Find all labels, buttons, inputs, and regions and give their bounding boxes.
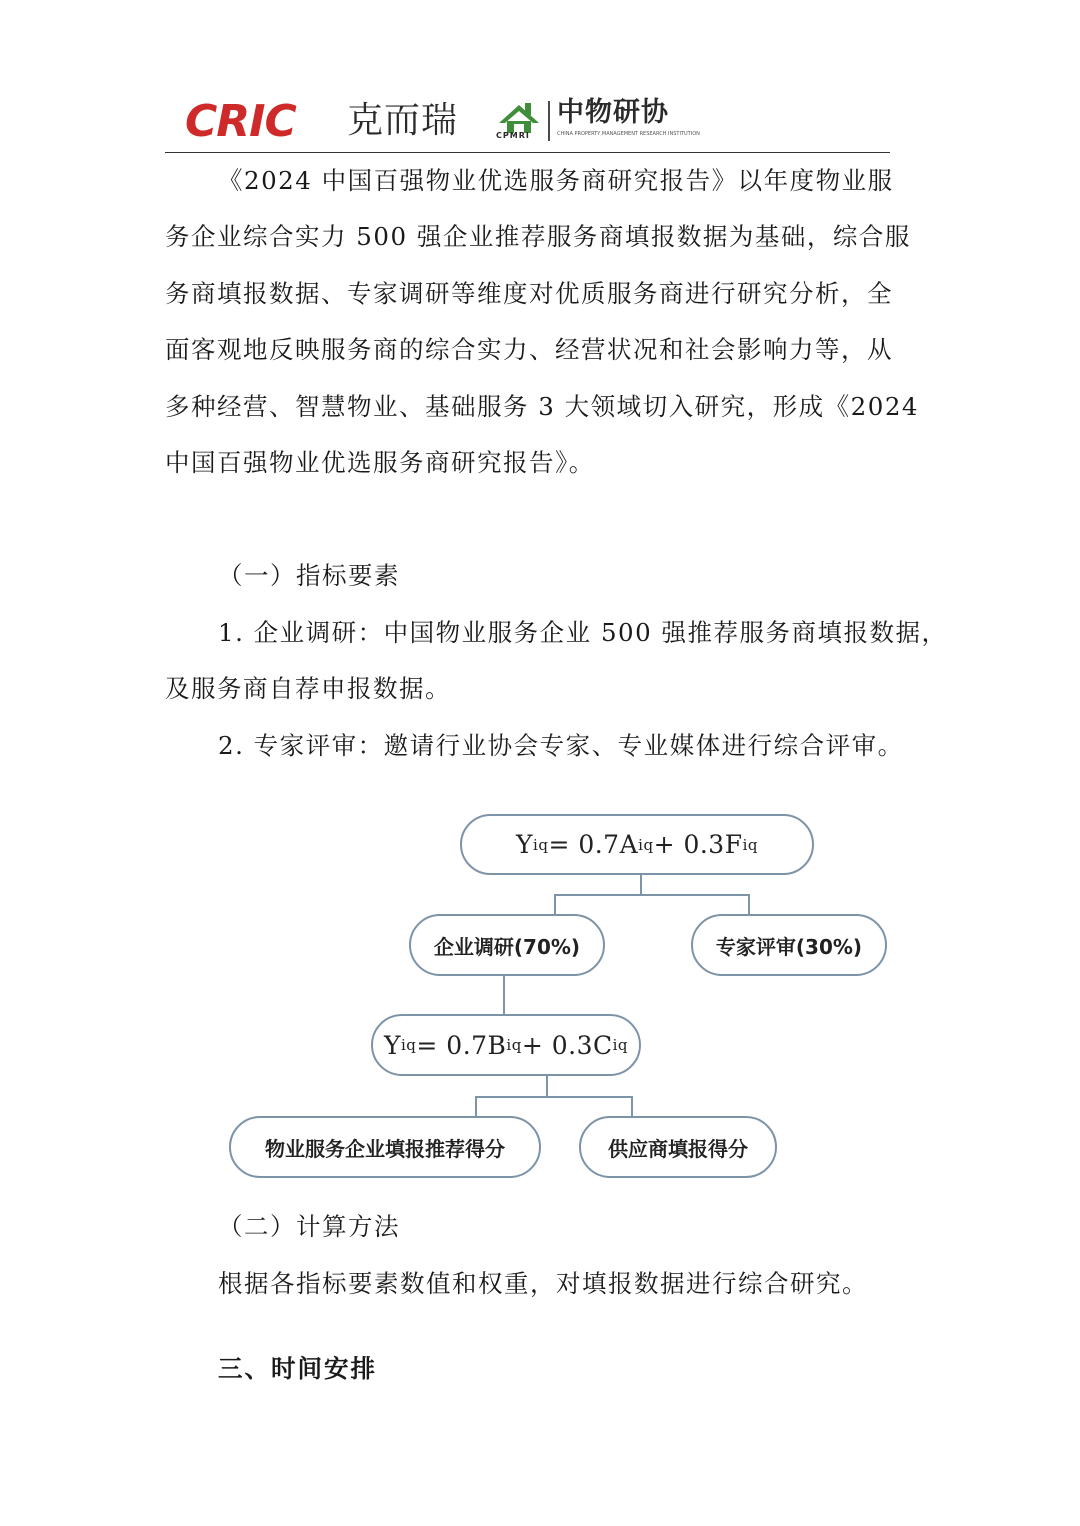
connector-left-to-middle [503, 974, 505, 1016]
connector-top-left-drop [554, 894, 556, 914]
cric-logo-chinese: 克而瑞 [347, 100, 459, 141]
cric-logo: CRIC [185, 96, 296, 147]
scoring-diagram [225, 810, 895, 1190]
connector-top-right-drop [748, 894, 750, 914]
page-header [165, 95, 890, 153]
formula2-y-subscript: iq [400, 1036, 417, 1054]
connector-top-stem [640, 873, 642, 895]
formula2-c-subscript: iq [612, 1036, 629, 1054]
formula-a-term: = 0.7A [548, 830, 639, 859]
node-expert-review: 专家评审(30%) [691, 914, 887, 976]
section1-heading: （一）指标要素 [218, 561, 400, 590]
section3-heading: 三、时间安排 [218, 1354, 377, 1383]
intro-line-5: 多种经营、智慧物业、基础服务 3 大领域切入研究，形成《2024 [165, 392, 920, 421]
intro-line-2: 务企业综合实力 500 强企业推荐服务商填报数据为基础，综合服 [165, 222, 911, 251]
formula-y: Y [516, 830, 534, 859]
section1-item2: 2. 专家评审：邀请行业协会专家、专业媒体进行综合评审。 [218, 731, 904, 760]
connector-middle-bar [475, 1096, 633, 1098]
cpmri-abbreviation: CPMRI [496, 131, 530, 140]
intro-line-4: 面客观地反映服务商的综合实力、经营状况和社会影响力等，从 [165, 335, 893, 364]
formula2-b-term: = 0.7B [416, 1030, 507, 1060]
formula-y-subscript: iq [533, 835, 549, 854]
cpmri-logo-english: CHINA PROPERTY MANAGEMENT RESEARCH INSTITUTION [557, 131, 700, 137]
cpmri-logo-chinese: 中物研协 [557, 97, 669, 128]
node-enterprise-survey: 企业调研(70%) [409, 914, 605, 976]
section2-text: 根据各指标要素数值和权重，对填报数据进行综合研究。 [218, 1269, 868, 1298]
formula2-c-term: + 0.3C [521, 1030, 613, 1060]
section2-heading: （二）计算方法 [218, 1212, 400, 1241]
formula-node-survey [371, 1014, 641, 1076]
section1-item1-line2: 及服务商自荐申报数据。 [165, 674, 451, 703]
connector-middle-left-drop [475, 1096, 477, 1116]
node-supplier-score: 供应商填报得分 [579, 1116, 777, 1178]
intro-line-1: 《2024 中国百强物业优选服务商研究报告》以年度物业服 [218, 166, 894, 195]
connector-top-bar [554, 894, 750, 896]
formula2-b-subscript: iq [506, 1036, 522, 1054]
formula-node-total [460, 814, 814, 875]
intro-line-3: 务商填报数据、专家调研等维度对优质服务商进行研究分析，全 [165, 279, 893, 308]
formula2-y: Y [383, 1030, 401, 1060]
header-rule [165, 152, 890, 153]
logo-divider [548, 101, 550, 141]
connector-middle-right-drop [631, 1096, 633, 1116]
node-enterprise-recommendation-score: 物业服务企业填报推荐得分 [229, 1116, 541, 1178]
formula-a-subscript: iq [638, 835, 654, 854]
formula-f-subscript: iq [742, 835, 758, 854]
formula-f-term: + 0.3F [653, 830, 743, 859]
connector-middle-stem [546, 1075, 548, 1097]
section1-item1-line1: 1. 企业调研：中国物业服务企业 500 强推荐服务商填报数据， [218, 618, 948, 647]
intro-line-6: 中国百强物业优选服务商研究报告》。 [165, 448, 595, 477]
